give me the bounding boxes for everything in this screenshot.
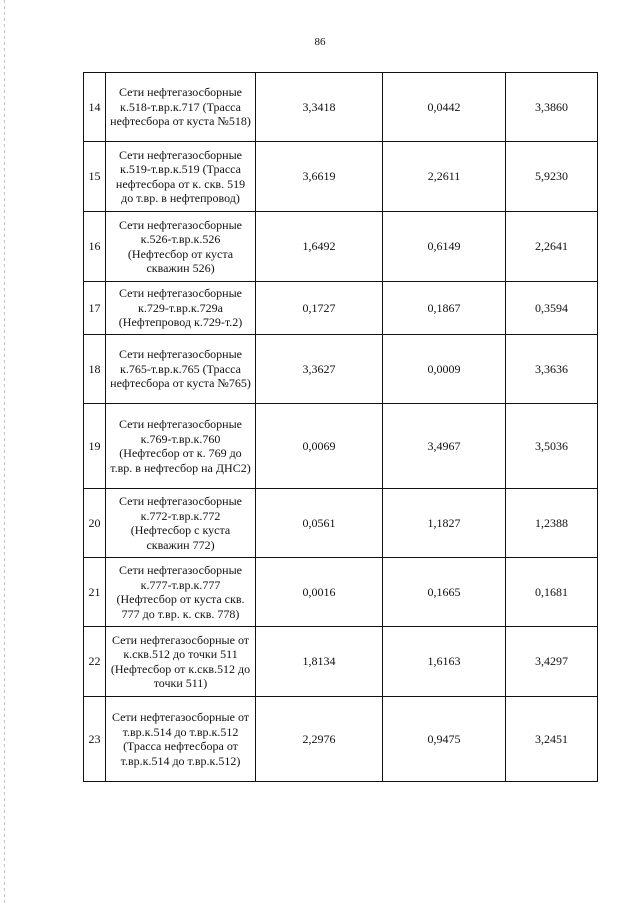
value-total: 3,3860 xyxy=(506,73,598,142)
network-name: Сети нефтегазосборные к.526-т.вр.к.526 (Нефтесбор от куста скважин 526) xyxy=(106,212,256,282)
row-number: 18 xyxy=(84,335,106,404)
row-number: 15 xyxy=(84,142,106,212)
value-total: 3,2451 xyxy=(506,697,598,782)
value-total: 5,9230 xyxy=(506,142,598,212)
table-row xyxy=(84,282,598,335)
table-row xyxy=(84,697,598,782)
page-number: 86 xyxy=(314,36,326,48)
row-number: 21 xyxy=(84,558,106,627)
network-name: Сети нефтегазосборные от к.скв.512 до точки 511 (Нефтесбор от к.скв.512 до точки 511) xyxy=(106,627,256,697)
value-total: 0,3594 xyxy=(506,282,598,335)
row-number: 19 xyxy=(84,404,106,489)
value-2: 1,6163 xyxy=(383,627,506,697)
row-number: 14 xyxy=(84,73,106,142)
row-number: 22 xyxy=(84,627,106,697)
value-1: 2,2976 xyxy=(256,697,383,782)
value-1: 1,6492 xyxy=(256,212,383,282)
value-1: 3,3418 xyxy=(256,73,383,142)
row-number: 23 xyxy=(84,697,106,782)
value-2: 0,0442 xyxy=(383,73,506,142)
network-name: Сети нефтегазосборные к.729-т.вр.к.729а (Нефтепровод к.729-т.2) xyxy=(106,282,256,335)
network-name: Сети нефтегазосборные к.769-т.вр.к.760 (Нефтесбор от к. 769 до т.вр. в нефтесбор на ДНС2) xyxy=(106,404,256,489)
table-row xyxy=(84,73,598,142)
table-row xyxy=(84,142,598,212)
value-1: 0,1727 xyxy=(256,282,383,335)
value-total: 3,5036 xyxy=(506,404,598,489)
value-2: 2,2611 xyxy=(383,142,506,212)
row-number: 17 xyxy=(84,282,106,335)
network-name: Сети нефтегазосборные к.518-т.вр.к.717 (Трасса нефтесбора от куста №518) xyxy=(106,73,256,142)
table-row xyxy=(84,212,598,282)
network-name: Сети нефтегазосборные от т.вр.к.514 до т.вр.к.512 (Трасса нефтесбора от т.вр.к.514 до т.вр.к.512) xyxy=(106,697,256,782)
value-2: 0,9475 xyxy=(383,697,506,782)
row-number: 16 xyxy=(84,212,106,282)
value-total: 3,4297 xyxy=(506,627,598,697)
value-2: 0,6149 xyxy=(383,212,506,282)
value-total: 3,3636 xyxy=(506,335,598,404)
row-number: 20 xyxy=(84,489,106,558)
table-row xyxy=(84,489,598,558)
value-2: 0,1867 xyxy=(383,282,506,335)
value-1: 3,3627 xyxy=(256,335,383,404)
value-total: 1,2388 xyxy=(506,489,598,558)
network-name: Сети нефтегазосборные к.772-т.вр.к.772 (Нефтесбор с куста скважин 772) xyxy=(106,489,256,558)
value-2: 0,1665 xyxy=(383,558,506,627)
network-name: Сети нефтегазосборные к.519-т.вр.к.519 (Трасса нефтесбора от к. скв. 519 до т.вр. в нефтепровод) xyxy=(106,142,256,212)
value-total: 2,2641 xyxy=(506,212,598,282)
value-1: 0,0561 xyxy=(256,489,383,558)
network-name: Сети нефтегазосборные к.765-т.вр.к.765 (Трасса нефтесбора от куста №765) xyxy=(106,335,256,404)
table-row xyxy=(84,558,598,627)
value-2: 3,4967 xyxy=(383,404,506,489)
table-row xyxy=(84,335,598,404)
network-name: Сети нефтегазосборные к.777-т.вр.к.777 (Нефтесбор от куста скв. 777 до т.вр. к. скв. 778) xyxy=(106,558,256,627)
value-total: 0,1681 xyxy=(506,558,598,627)
value-1: 0,0069 xyxy=(256,404,383,489)
scan-edge xyxy=(4,0,5,905)
value-1: 3,6619 xyxy=(256,142,383,212)
value-1: 0,0016 xyxy=(256,558,383,627)
value-1: 1,8134 xyxy=(256,627,383,697)
value-2: 0,0009 xyxy=(383,335,506,404)
value-2: 1,1827 xyxy=(383,489,506,558)
table-row xyxy=(84,404,598,489)
table-row xyxy=(84,627,598,697)
data-table xyxy=(83,72,598,782)
